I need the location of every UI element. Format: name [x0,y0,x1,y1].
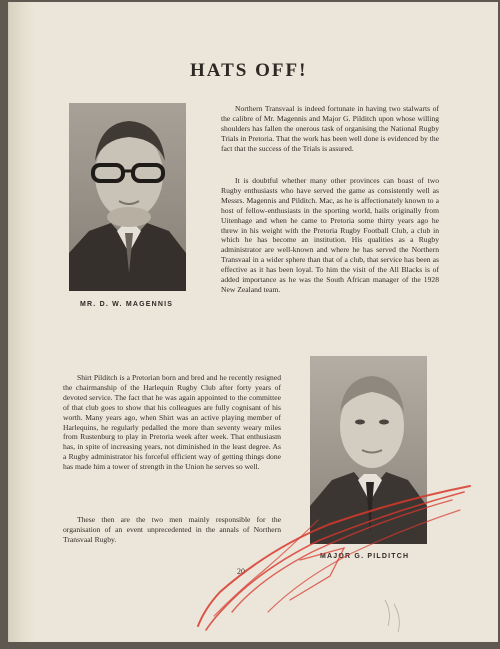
paragraph-conclusion: These then are the two men mainly responsible for the organisation of an event unprecedented in the annals of Northern Transvaal Rugby. [63,515,281,544]
page-title: HATS OFF! [190,60,308,81]
photo-caption-magennis: MR. D. W. MAGENNIS [80,301,174,308]
portrait-pilditch-illustration [310,356,427,544]
page-number: 20 [237,567,245,576]
paragraph-pilditch: Shirt Pilditch is a Pretorian born and bred and he recently resigned the chairmanship of the Harlequin Rugby Club after forty years of devoted service. The fact that he was again appointed to the committee of that club goes to show that his colleagues are fully cognisant of his worth. Many years ago, when Shirt was an active playing member of Harlequins, he regularly pedalled the more than seventy weary miles from Rustenburg to play in Pretoria week after week. That enthusiasm has, in spite of increasing years, not diminished in the least degree. As a Rugby administrator his forceful efficient way of getting things done has made him a tower of strength in the Union he serves so well. [63,373,281,472]
portrait-photo-magennis [69,103,186,291]
paragraph-magennis: It is doubtful whether many other provinces can boast of two Rugby enthusiasts who have served the game as consistently well as Messrs. Magennis and Pilditch. Mac, as he is affectionately known to a host of fellow-enthusiasts in the sporting world, hails originally from Uitenhage and when he came to Pretoria some thirty years ago he threw in his weight with the Pretoria Rugby Football Club, a club in which he has become an institution. His qualities as a Rugby administrator are well-known and where he has served the Northern Transvaal in a wider sphere than that of a club, that service has been as effective as it has been loyal. To him the visit of the All Blacks is of added importance as he was the South African manager of the 1928 New Zealand team. [221,176,439,294]
photo-caption-pilditch: MAJOR G. PILDITCH [320,553,410,560]
page-spine-shadow [9,2,35,642]
paragraph-intro: Northern Transvaal is indeed fortunate in having two stalwarts of the calibre of Mr. Magennis and Major G. Pilditch upon whose willing shoulders has fallen the onerous task of organising the National Rugby Trials in Pretoria. That the work has been well done is evidenced by the fact that the success of the Trials is assured. [221,104,439,153]
portrait-photo-pilditch [310,356,427,544]
portrait-magennis-illustration [69,103,186,291]
document-page [8,2,498,642]
